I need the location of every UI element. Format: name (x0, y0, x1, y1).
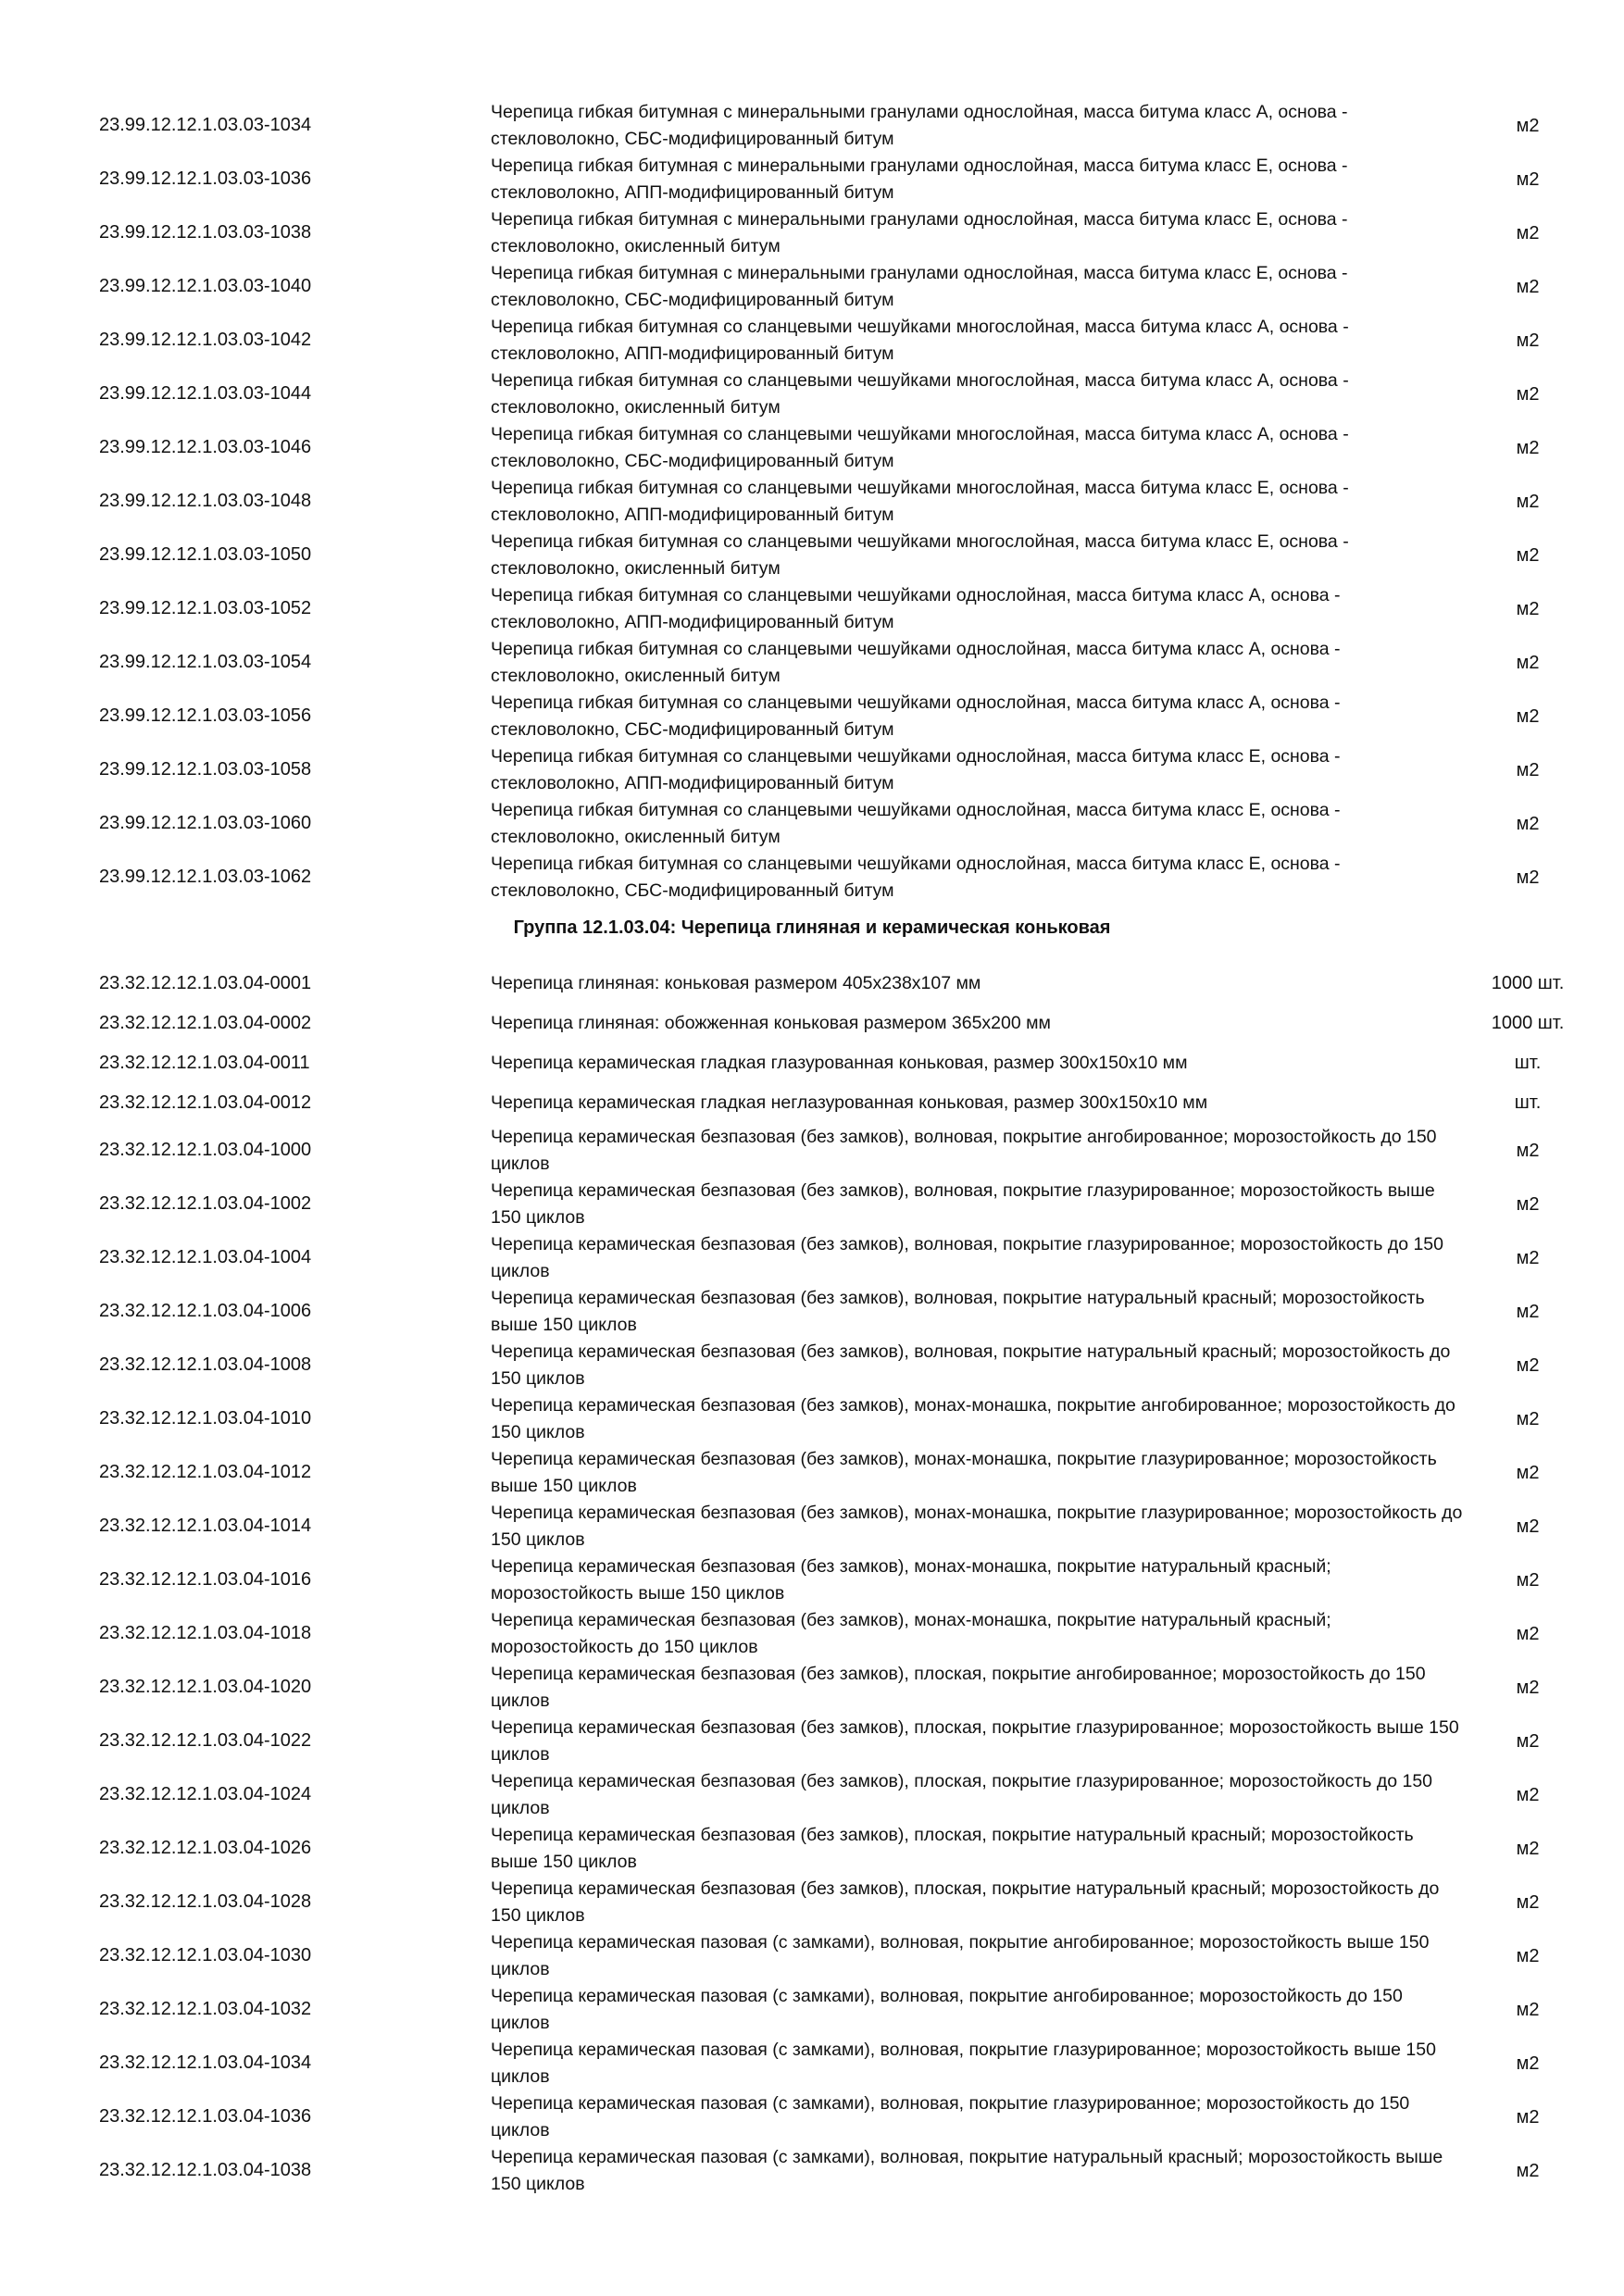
item-description: Черепица гибкая битумная со сланцевыми чешуйками однослойная, масса битума класс Е, основа - стекловолокно, АПП-модифицированный битум (491, 746, 1341, 793)
item-unit: м2 (1516, 384, 1540, 405)
item-code: 23.32.12.12.1.03.04-1012 (99, 1462, 312, 1482)
item-code: 23.99.12.12.1.03.03-1042 (99, 330, 312, 350)
table-row (0, 1821, 1624, 1875)
item-unit: м2 (1516, 1731, 1540, 1752)
table-row (0, 1714, 1624, 1767)
item-code: 23.99.12.12.1.03.03-1036 (99, 168, 312, 189)
item-description: Черепица керамическая безпазовая (без замков), волновая, покрытие натуральный красный; морозостойкость выше 150 циклов (491, 1288, 1425, 1335)
item-description: Черепица керамическая пазовая (с замками), волновая, покрытие натуральный красный; морозостойкость выше 150 циклов (491, 2147, 1443, 2194)
table-row (0, 528, 1624, 581)
item-unit: м2 (1516, 1892, 1540, 1913)
item-code: 23.32.12.12.1.03.04-1010 (99, 1408, 312, 1429)
table-row (0, 313, 1624, 367)
item-description: Черепица керамическая безпазовая (без замков), плоская, покрытие ангобированное; морозостойкость до 150 циклов (491, 1664, 1426, 1711)
item-unit: м2 (1516, 867, 1540, 888)
item-description: Черепица керамическая гладкая неглазурованная коньковая, размер 300х150х10 мм (491, 1092, 1208, 1113)
item-code: 23.99.12.12.1.03.03-1048 (99, 491, 312, 511)
item-description: Черепица керамическая безпазовая (без замков), монах-монашка, покрытие натуральный красный; морозостойкость выше 150 циклов (491, 1556, 1331, 1603)
item-unit: шт. (1514, 1053, 1542, 1073)
table-row (0, 1177, 1624, 1230)
table-row (0, 1553, 1624, 1606)
table-row (0, 1123, 1624, 1177)
item-description: Черепица керамическая безпазовая (без замков), волновая, покрытие натуральный красный; морозостойкость до 150 циклов (491, 1341, 1451, 1389)
item-code: 23.32.12.12.1.03.04-1028 (99, 1891, 312, 1912)
item-code: 23.32.12.12.1.03.04-1036 (99, 2106, 312, 2127)
item-code: 23.32.12.12.1.03.04-0012 (99, 1092, 312, 1113)
item-description: Черепица гибкая битумная со сланцевыми чешуйками многослойная, масса битума класс Е, основа - стекловолокно, окисленный битум (491, 531, 1349, 579)
group-heading: Группа 12.1.03.04: Черепица глиняная и керамическая коньковая (513, 917, 1111, 938)
table-row (0, 689, 1624, 742)
item-unit: м2 (1516, 1570, 1540, 1591)
item-unit: м2 (1516, 1409, 1540, 1429)
item-code: 23.99.12.12.1.03.03-1046 (99, 437, 312, 457)
item-description: Черепица керамическая безпазовая (без замков), плоская, покрытие глазурированное; морозостойкость до 150 циклов (491, 1771, 1433, 1818)
table-row (0, 1767, 1624, 1821)
item-code: 23.32.12.12.1.03.04-1030 (99, 1945, 312, 1965)
item-code: 23.32.12.12.1.03.04-1000 (99, 1140, 312, 1160)
table-row (0, 420, 1624, 474)
table-row (0, 1003, 1624, 1042)
item-code: 23.32.12.12.1.03.04-0011 (99, 1053, 310, 1073)
item-code: 23.32.12.12.1.03.04-1034 (99, 2053, 312, 2073)
item-unit: м2 (1516, 1946, 1540, 1966)
item-code: 23.32.12.12.1.03.04-1024 (99, 1784, 312, 1804)
table-row (0, 742, 1624, 796)
item-description: Черепица глиняная: коньковая размером 405х238х107 мм (491, 973, 981, 993)
table-row (0, 259, 1624, 313)
price-table-group-03-03 (0, 98, 1624, 904)
item-description: Черепица керамическая безпазовая (без замков), плоская, покрытие натуральный красный; морозостойкость выше 150 циклов (491, 1825, 1414, 1872)
item-description: Черепица керамическая безпазовая (без замков), волновая, покрытие ангобированное; морозостойкость до 150 циклов (491, 1127, 1437, 1174)
item-description: Черепица керамическая безпазовая (без замков), плоская, покрытие глазурированное; морозостойкость выше 150 циклов (491, 1717, 1459, 1765)
table-row (0, 1928, 1624, 1982)
item-unit: м2 (1516, 2161, 1540, 2181)
item-unit: м2 (1516, 1355, 1540, 1376)
item-code: 23.32.12.12.1.03.04-1032 (99, 1999, 312, 2019)
item-description: Черепица керамическая пазовая (с замками), волновая, покрытие ангобированное; морозостойкость выше 150 циклов (491, 1932, 1430, 1979)
item-unit: м2 (1516, 277, 1540, 297)
item-code: 23.32.12.12.1.03.04-1014 (99, 1516, 312, 1536)
item-description: Черепица керамическая безпазовая (без замков), монах-монашка, покрытие глазурированное; морозостойкость выше 150 циклов (491, 1449, 1437, 1496)
item-unit: м2 (1516, 1839, 1540, 1859)
item-unit: м2 (1516, 1516, 1540, 1537)
item-code: 23.99.12.12.1.03.03-1056 (99, 705, 312, 726)
item-unit: м2 (1516, 169, 1540, 190)
table-row (0, 1445, 1624, 1499)
item-unit: м2 (1516, 2000, 1540, 2020)
table-row (0, 1391, 1624, 1445)
item-description: Черепица гибкая битумная с минеральными гранулами однослойная, масса битума класс Е, основа - стекловолокно, АПП-модифицированный битум (491, 156, 1348, 203)
item-unit: м2 (1516, 706, 1540, 727)
item-code: 23.32.12.12.1.03.04-1026 (99, 1838, 312, 1858)
table-row (0, 152, 1624, 206)
item-unit: м2 (1516, 331, 1540, 351)
item-description: Черепица керамическая безпазовая (без замков), плоская, покрытие натуральный красный; морозостойкость до 150 циклов (491, 1878, 1440, 1926)
item-unit: м2 (1516, 1785, 1540, 1805)
item-unit: м2 (1516, 814, 1540, 834)
item-code: 23.99.12.12.1.03.03-1054 (99, 652, 312, 672)
table-row (0, 474, 1624, 528)
table-row (0, 1230, 1624, 1284)
item-description: Черепица гибкая битумная со сланцевыми чешуйками однослойная, масса битума класс А, основа - стекловолокно, АПП-модифицированный битум (491, 585, 1341, 632)
item-code: 23.99.12.12.1.03.03-1040 (99, 276, 312, 296)
price-table-group-03-04 (0, 1123, 1624, 2197)
item-code: 23.32.12.12.1.03.04-1022 (99, 1730, 312, 1751)
item-description: Черепица гибкая битумная с минеральными гранулами однослойная, масса битума класс Е, основа - стекловолокно, СБС-модифицированный битум (491, 263, 1348, 310)
item-description: Черепица гибкая битумная со сланцевыми чешуйками многослойная, масса битума класс А, основа - стекловолокно, СБС-модифицированный битум (491, 424, 1349, 471)
item-code: 23.32.12.12.1.03.04-1018 (99, 1623, 312, 1643)
item-code: 23.99.12.12.1.03.03-1052 (99, 598, 312, 618)
item-code: 23.99.12.12.1.03.03-1062 (99, 867, 312, 887)
item-description: Черепица гибкая битумная со сланцевыми чешуйками однослойная, масса битума класс А, основа - стекловолокно, СБС-модифицированный битум (491, 693, 1341, 740)
item-description: Черепица гибкая битумная с минеральными гранулами однослойная, масса битума класс А, основа - стекловолокно, СБС-модифицированный битум (491, 102, 1348, 149)
table-row (0, 2090, 1624, 2143)
item-unit: м2 (1516, 116, 1540, 136)
table-row (0, 367, 1624, 420)
item-unit: м2 (1516, 545, 1540, 566)
item-description: Черепица керамическая безпазовая (без замков), волновая, покрытие глазурированное; морозостойкость до 150 циклов (491, 1234, 1443, 1281)
item-description: Черепица керамическая безпазовая (без замков), волновая, покрытие глазурированное; морозостойкость выше 150 циклов (491, 1180, 1435, 1228)
item-unit: м2 (1516, 1678, 1540, 1698)
item-code: 23.32.12.12.1.03.04-1002 (99, 1193, 312, 1214)
item-code: 23.32.12.12.1.03.04-1008 (99, 1354, 312, 1375)
table-row (0, 1875, 1624, 1928)
table-row (0, 1499, 1624, 1553)
table-row (0, 1082, 1624, 1122)
table-row (0, 1338, 1624, 1391)
item-code: 23.99.12.12.1.03.03-1038 (99, 222, 312, 243)
item-code: 23.99.12.12.1.03.03-1058 (99, 759, 312, 780)
item-unit: м2 (1516, 1141, 1540, 1161)
table-row (0, 2143, 1624, 2197)
item-unit: м2 (1516, 599, 1540, 619)
item-code: 23.99.12.12.1.03.03-1034 (99, 115, 312, 135)
table-row (0, 1606, 1624, 1660)
item-description: Черепица керамическая гладкая глазурованная коньковая, размер 300х150х10 мм (491, 1053, 1188, 1073)
item-description: Черепица керамическая безпазовая (без замков), монах-монашка, покрытие натуральный красный; морозостойкость до 150 циклов (491, 1610, 1331, 1657)
table-row (0, 963, 1624, 1003)
item-code: 23.32.12.12.1.03.04-0001 (99, 973, 312, 993)
item-unit: м2 (1516, 438, 1540, 458)
table-row (0, 635, 1624, 689)
item-unit: м2 (1516, 1624, 1540, 1644)
table-row (0, 2036, 1624, 2090)
item-code: 23.32.12.12.1.03.04-1038 (99, 2160, 312, 2180)
item-description: Черепица гибкая битумная со сланцевыми чешуйками многослойная, масса битума класс А, основа - стекловолокно, АПП-модифицированный битум (491, 317, 1349, 364)
table-row (0, 1042, 1624, 1082)
item-unit: 1000 шт. (1491, 1013, 1565, 1033)
table-row (0, 206, 1624, 259)
item-description: Черепица гибкая битумная со сланцевыми чешуйками многослойная, масса битума класс Е, основа - стекловолокно, АПП-модифицированный битум (491, 478, 1349, 525)
item-description: Черепица гибкая битумная со сланцевыми чешуйками многослойная, масса битума класс А, основа - стекловолокно, окисленный битум (491, 370, 1349, 418)
table-row (0, 98, 1624, 152)
item-unit: м2 (1516, 492, 1540, 512)
item-unit: м2 (1516, 2107, 1540, 2128)
item-unit: шт. (1514, 1092, 1542, 1113)
item-description: Черепица гибкая битумная со сланцевыми чешуйками однослойная, масса битума класс Е, основа - стекловолокно, СБС-модифицированный битум (491, 854, 1341, 901)
item-unit: м2 (1516, 1194, 1540, 1215)
table-row (0, 1660, 1624, 1714)
item-code: 23.99.12.12.1.03.03-1050 (99, 544, 312, 565)
item-code: 23.32.12.12.1.03.04-1006 (99, 1301, 312, 1321)
item-unit: м2 (1516, 653, 1540, 673)
item-description: Черепица керамическая пазовая (с замками), волновая, покрытие глазурированное; морозостойкость до 150 циклов (491, 2093, 1410, 2140)
item-description: Черепица гибкая битумная с минеральными гранулами однослойная, масса битума класс Е, основа - стекловолокно, окисленный битум (491, 209, 1348, 256)
table-row (0, 1284, 1624, 1338)
item-code: 23.32.12.12.1.03.04-1004 (99, 1247, 312, 1267)
item-unit: м2 (1516, 1463, 1540, 1483)
item-unit: м2 (1516, 1302, 1540, 1322)
item-description: Черепица гибкая битумная со сланцевыми чешуйками однослойная, масса битума класс Е, основа - стекловолокно, окисленный битум (491, 800, 1341, 847)
item-description: Черепица керамическая безпазовая (без замков), монах-монашка, покрытие глазурированное; морозостойкость до 150 циклов (491, 1503, 1463, 1550)
item-code: 23.32.12.12.1.03.04-1020 (99, 1677, 312, 1697)
item-description: Черепица керамическая безпазовая (без замков), монах-монашка, покрытие ангобированное; морозостойкость до 150 циклов (491, 1395, 1455, 1442)
table-row (0, 796, 1624, 850)
item-code: 23.99.12.12.1.03.03-1044 (99, 383, 312, 404)
item-description: Черепица керамическая пазовая (с замками), волновая, покрытие ангобированное; морозостойкость до 150 циклов (491, 1986, 1403, 2033)
item-unit: 1000 шт. (1491, 973, 1565, 993)
item-unit: м2 (1516, 1248, 1540, 1268)
price-table-group-03-04-single (0, 963, 1624, 1122)
table-row (0, 1982, 1624, 2036)
item-description: Черепица гибкая битумная со сланцевыми чешуйками однослойная, масса битума класс А, основа - стекловолокно, окисленный битум (491, 639, 1341, 686)
item-unit: м2 (1516, 2053, 1540, 2074)
item-code: 23.32.12.12.1.03.04-0002 (99, 1013, 312, 1033)
item-unit: м2 (1516, 760, 1540, 780)
item-code: 23.99.12.12.1.03.03-1060 (99, 813, 312, 833)
item-description: Черепица глиняная: обожженная коньковая размером 365х200 мм (491, 1013, 1051, 1033)
item-unit: м2 (1516, 223, 1540, 243)
table-row (0, 581, 1624, 635)
item-code: 23.32.12.12.1.03.04-1016 (99, 1569, 312, 1590)
item-description: Черепица керамическая пазовая (с замками), волновая, покрытие глазурированное; морозостойкость выше 150 циклов (491, 2040, 1436, 2087)
table-row (0, 850, 1624, 904)
